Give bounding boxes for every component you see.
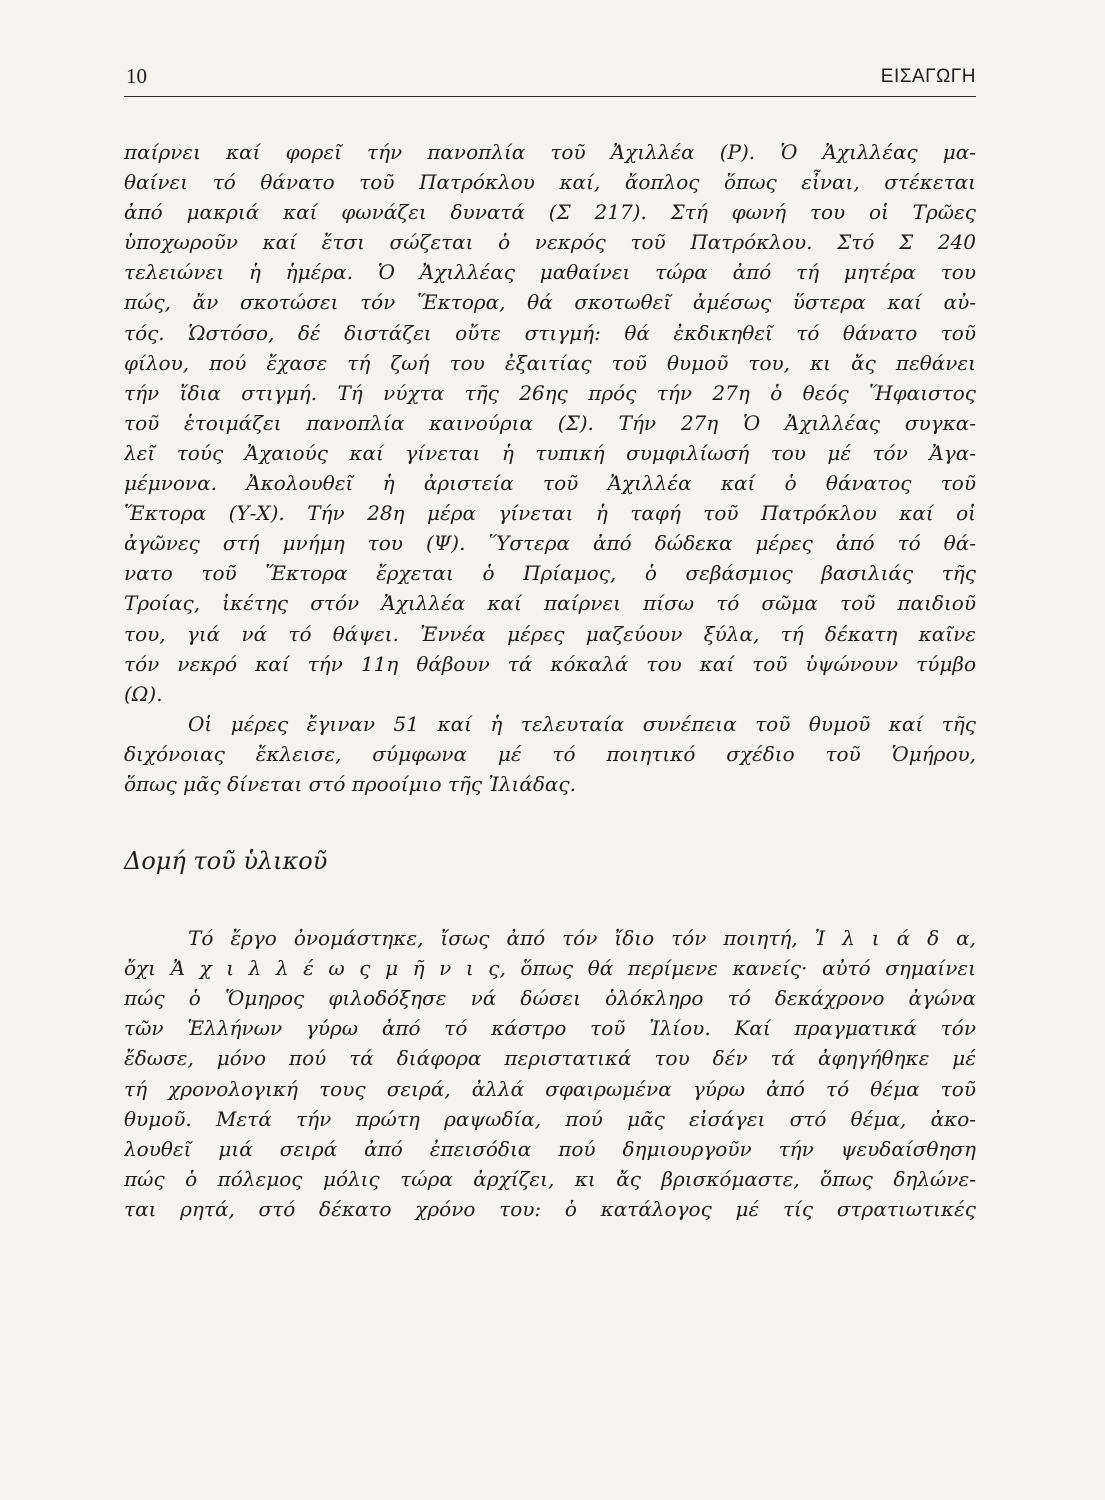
text-line: τῶν Ἑλλήνων γύρω ἀπό τό κάστρο τοῦ Ἰλίου. Καί πραγματικά τόν (124, 1016, 976, 1041)
text-line: ἀγῶνες στή μνήμη του (Ψ). Ὕστερα ἀπό δώδεκα μέρες ἀπό τό θά- (124, 531, 976, 556)
text-line: (Ω). (124, 681, 163, 706)
page-number: 10 (126, 64, 147, 88)
text-line: ὅπως μᾶς δίνεται στό προοίμιο τῆς Ἰλιάδας. (124, 771, 576, 796)
text-line: μέμνονα. Ἀκολουθεῖ ἡ ἀριστεία τοῦ Ἀχιλλέα καί ὁ θάνατος τοῦ (124, 471, 976, 496)
text-line: λουθεῖ μιά σειρά ἀπό ἐπεισόδια πού δημιουργοῦν τήν ψευδαίσθηση (124, 1136, 976, 1161)
body-text (124, 137, 976, 1224)
text-line: ἀπό μακριά καί φωνάζει δυνατά (Σ 217). Στή φωνή του οἱ Τρῶες (124, 200, 976, 225)
text-line: του, γιά νά τό θάψει. Ἐννέα μέρες μαζεύουν ξύλα, τή δέκατη καῖνε (124, 621, 976, 646)
running-head (124, 62, 976, 97)
text-line: ὑποχωροῦν καί ἔτσι σώζεται ὁ νεκρός τοῦ Πατρόκλου. Στό Σ 240 (124, 230, 976, 255)
text-line: λεῖ τούς Ἀχαιούς καί γίνεται ἡ τυπική συμφιλίωσή του μέ τόν Ἀγα- (124, 440, 976, 465)
text-line: διχόνοιας ἔκλεισε, σύμφωνα μέ τό ποιητικό σχέδιο τοῦ Ὁμήρου, (124, 741, 976, 766)
text-line: θυμοῦ. Μετά τήν πρώτη ραψωδία, πού μᾶς εἰσάγει στό θέμα, ἀκο- (124, 1106, 976, 1131)
text-line: ὄχι Ἀ χ ι λ λ έ ω ς μ ῆ ν ι ς, ὅπως θά περίμενε κανείς· αὐτό σημαίνει (124, 956, 976, 981)
text-line: νατο τοῦ Ἕκτορα ἔρχεται ὁ Πρίαμος, ὁ σεβάσμιος βασιλιάς τῆς (124, 561, 976, 586)
text-line: ται ρητά, στό δέκατο χρόνο του: ὁ κατάλογος μέ τίς στρατιωτικές (124, 1196, 976, 1221)
text-line: θαίνει τό θάνατο τοῦ Πατρόκλου καί, ἄοπλος ὅπως εἶναι, στέκεται (124, 170, 976, 195)
chapter-title: ΕΙΣΑΓΩΓΗ (880, 66, 976, 87)
text-line: τοῦ ἑτοιμάζει πανοπλία καινούρια (Σ). Τήν 27η Ὁ Ἀχιλλέας συγκα- (124, 410, 976, 435)
text-line: τή χρονολογική τους σειρά, ἀλλά σφαιρωμένα γύρω ἀπό τό θέμα τοῦ (124, 1076, 976, 1101)
text-line: Ἕκτορα (Υ-Χ). Τήν 28η μέρα γίνεται ἡ ταφή τοῦ Πατρόκλου καί οἱ (124, 501, 976, 526)
text-line: παίρνει καί φορεῖ τήν πανοπλία τοῦ Ἀχιλλέα (Ρ). Ὁ Ἀχιλλέας μα- (124, 140, 976, 164)
text-line: πώς, ἄν σκοτώσει τόν Ἕκτορα, θά σκοτωθεῖ ἀμέσως ὕστερα καί αὐ- (124, 290, 976, 315)
paragraph-2 (124, 709, 976, 799)
paragraph-1 (124, 137, 976, 709)
section-heading-block (124, 799, 976, 923)
text-line: Οἱ μέρες ἔγιναν 51 καί ἡ τελευταία συνέπεια τοῦ θυμοῦ καί τῆς (188, 711, 976, 736)
text-line: τήν ἴδια στιγμή. Τή νύχτα τῆς 26ης πρός τήν 27η ὁ θεός Ἥφαιστος (124, 380, 976, 405)
text-line: Τό ἔργο ὀνομάστηκε, ἴσως ἀπό τόν ἴδιο τόν ποιητή, Ἰ λ ι ά δ α, (188, 926, 976, 951)
text-line: ἔδωσε, μόνο πού τά διάφορα περιστατικά του δέν τά ἀφηγήθηκε μέ (124, 1046, 976, 1071)
text-line: πώς ὁ Ὅμηρος φιλοδόξησε νά δώσει ὁλόκληρο τό δεκάχρονο ἀγώνα (124, 986, 976, 1011)
section-heading: Δομή τοῦ ὑλικοῦ (124, 847, 328, 876)
text-line: πώς ὁ πόλεμος μόλις τώρα ἀρχίζει, κι ἄς βρισκόμαστε, ὅπως δηλώνε- (124, 1166, 976, 1191)
text-line: φίλου, πού ἔχασε τή ζωή του ἐξαιτίας τοῦ θυμοῦ του, κι ἄς πεθάνει (124, 350, 976, 375)
text-line: τόν νεκρό καί τήν 11η θάβουν τά κόκαλά του καί τοῦ ὑψώνουν τύμβο (124, 651, 976, 676)
text-line: τός. Ὡστόσο, δέ διστάζει οὔτε στιγμή: θά ἐκδικηθεῖ τό θάνατο τοῦ (124, 320, 976, 345)
text-line: τελειώνει ἡ ἡμέρα. Ὁ Ἀχιλλέας μαθαίνει τώρα ἀπό τή μητέρα του (124, 260, 976, 285)
paragraph-3 (124, 923, 976, 1224)
text-line: Τροίας, ἱκέτης στόν Ἀχιλλέα καί παίρνει πίσω τό σῶμα τοῦ παιδιοῦ (124, 591, 976, 616)
